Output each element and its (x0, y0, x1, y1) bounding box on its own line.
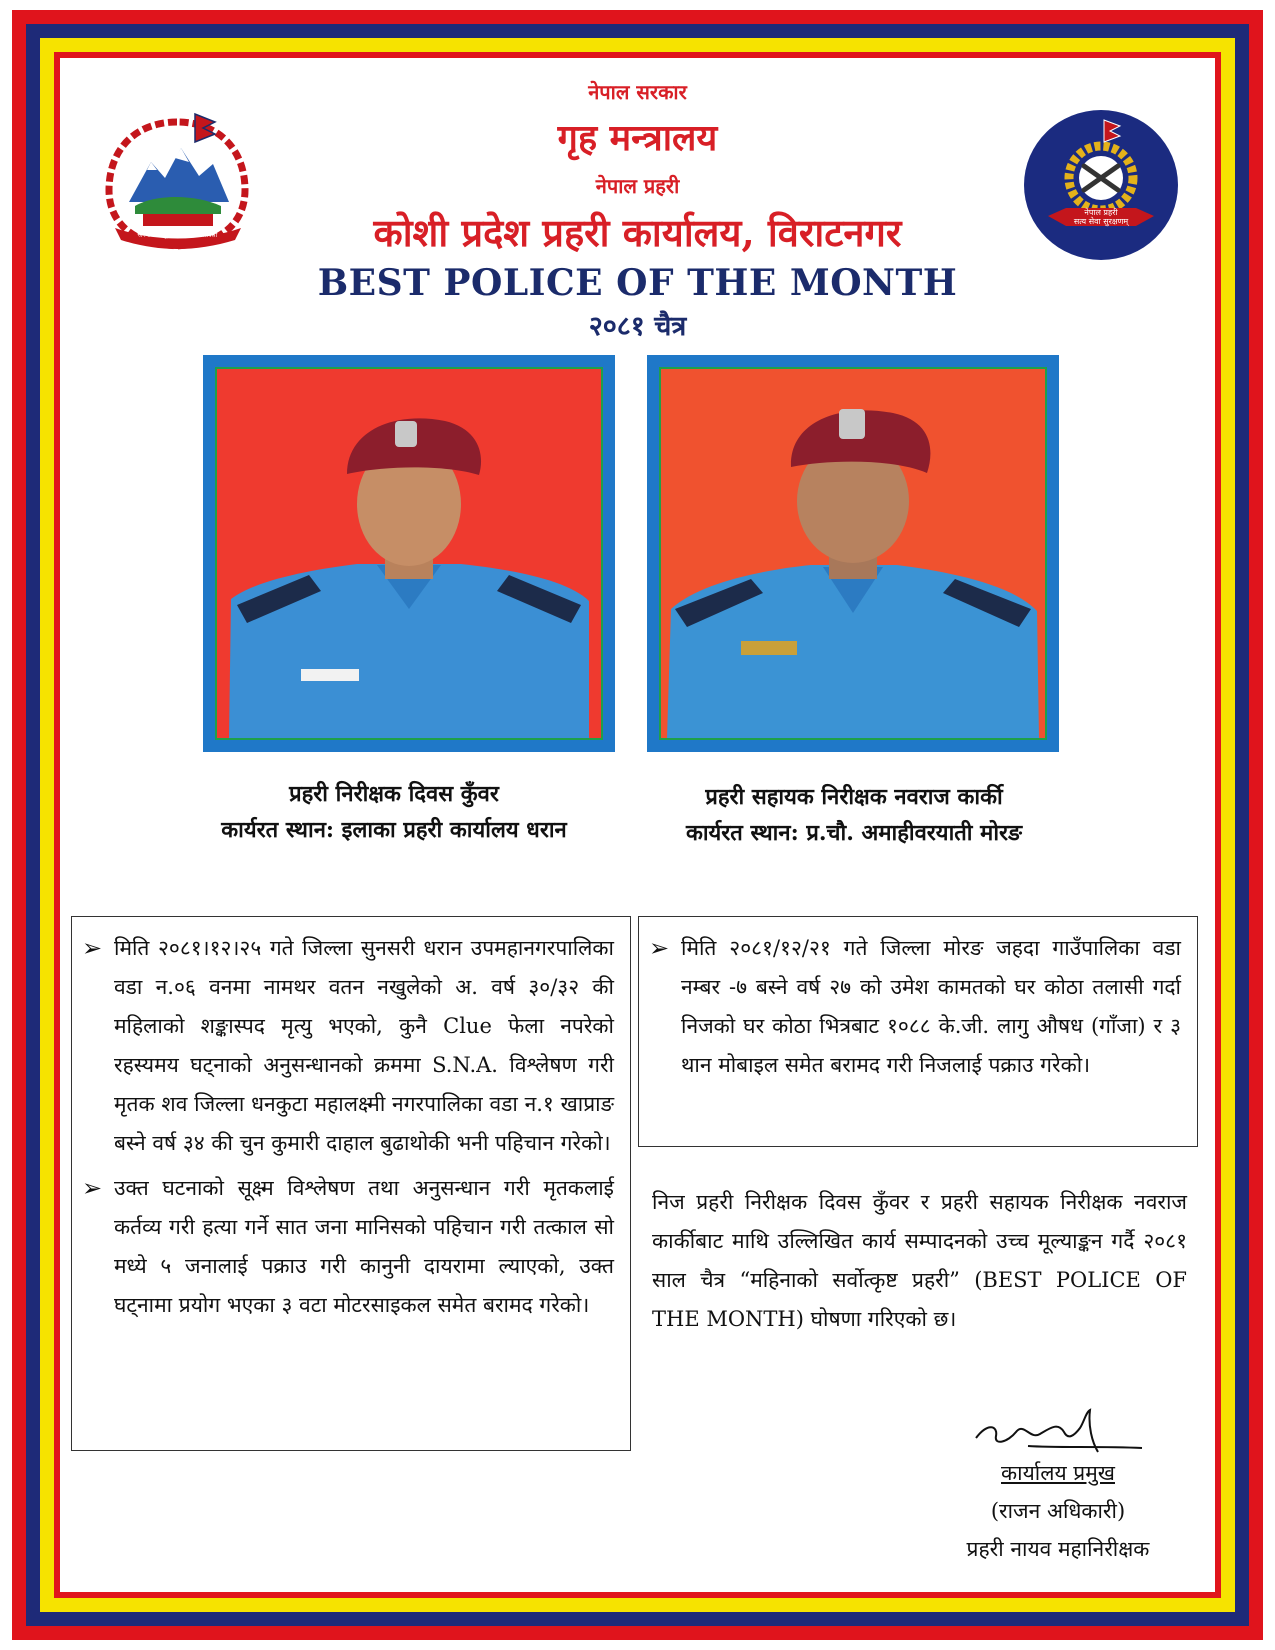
officer-1-point-1: ➢ मिति २०८१।१२।२५ गते जिल्ला सुनसरी धरान उपमहानगरपालिका वडा न.०६ वनमा नामथर वतन नखुलेको अ. वर्ष ३०/३२ की महिलाको शङ्कास्पद मृत्यु भएको, कुनै Clue फेला नपरेको रहस्यमय घट्नाको अनुसन्धानको क्रममा S.N.A. विश्लेषण गरी मृतक शव जिल्ला धनकुटा महालक्ष्मी नगरपालिका वडा न.१ खाप्राङ बस्ने वर्ष ३४ की चुन कुमारी दाहाल बुढाथोकी भनी पहिचान गरेको। (78, 929, 614, 1163)
officer-caption-1 (134, 776, 654, 848)
officer-2-rank-name: प्रहरी सहायक निरीक्षक नवराज कार्की (705, 784, 1003, 810)
signatory-role: कार्यालय प्रमुख (1001, 1461, 1115, 1485)
ministry-title: गृह मन्त्रालय (557, 117, 718, 159)
declaration-text: निज प्रहरी निरीक्षक दिवस कुँवर र प्रहरी सहायक निरीक्षक नवराज कार्कीबाट माथि उल्लिखित कार्य सम्पादनको उच्च मूल्याङ्कन गर्दै २०८१ साल चैत्र “महिनाको सर्वोत्कृष्ट प्रहरी” (BEST POLICE OF THE MONTH) घोषणा गरिएको छ। (652, 1190, 1187, 1331)
police-emblem-motto: सत्य सेवा सुरक्षणम् (1073, 217, 1129, 226)
arrow-bullet-icon: ➢ (82, 1174, 103, 1202)
arrow-bullet-icon: ➢ (82, 934, 103, 962)
signatory-name: (राजन अधिकारी) (990, 1499, 1126, 1523)
government-label: नेपाल सरकार (588, 80, 687, 104)
signatory-rank: प्रहरी नायव महानिरीक्षक (966, 1537, 1150, 1561)
police-label: नेपाल प्रहरी (595, 174, 680, 198)
page-title: BEST POLICE OF THE MONTH (317, 262, 958, 304)
police-emblem-banner: नेपाल प्रहरी (1084, 208, 1118, 217)
officer-2-point-1: ➢ मिति २०८१/१२/२१ गते जिल्ला मोरङ जहदा गाउँपालिका वडा नम्बर -७ बस्ने वर्ष २७ को उमेश कामतको घर कोठा तलासी गर्दा निजको घर कोठा भित्रबाट १०८८ के.जी. लागु औषध (गाँजा) र ३ थान मोबाइल समेत बरामद गरी निजलाई पक्राउ गरेको। (645, 929, 1181, 1085)
officer-1-workplace: कार्यरत स्थान: इलाका प्रहरी कार्यालय धरान (221, 817, 567, 843)
officer-1-rank-name: प्रहरी निरीक्षक दिवस कुँवर (289, 781, 499, 807)
officer-1-point-2: ➢ उक्त घटनाको सूक्ष्म विश्लेषण तथा अनुसन्धान गरी मृतकलाई कर्तव्य गरी हत्या गर्ने सात जना मानिसको पहिचान गरी तत्काल सो मध्ये ५ जनालाई पक्राउ गरी कानुनी दायरामा ल्याएको, उक्त घट्नामा प्रयोग भएका ३ वटा मोटरसाइकल समेत बरामद गरेको। (78, 1169, 614, 1325)
officer-caption-2 (594, 779, 1114, 851)
office-title: कोशी प्रदेश प्रहरी कार्यालय, विराटनगर (373, 210, 902, 255)
officer-photo-1 (203, 355, 615, 752)
month-label: २०८१ चैत्र (588, 311, 687, 342)
emblem-motto: जननी जन्मभूमिश्च स्वर्गादपि गरीयसी (137, 232, 218, 239)
officer-2-workplace: कार्यरत स्थान: प्र.चौ. अमाहीवरयाती मोरङ (685, 820, 1023, 846)
officer-1-description-box (71, 916, 631, 1451)
signature (968, 1402, 1148, 1462)
officer-photo-2 (647, 355, 1059, 752)
arrow-bullet-icon: ➢ (649, 934, 670, 962)
officer-2-description-box (638, 916, 1198, 1147)
